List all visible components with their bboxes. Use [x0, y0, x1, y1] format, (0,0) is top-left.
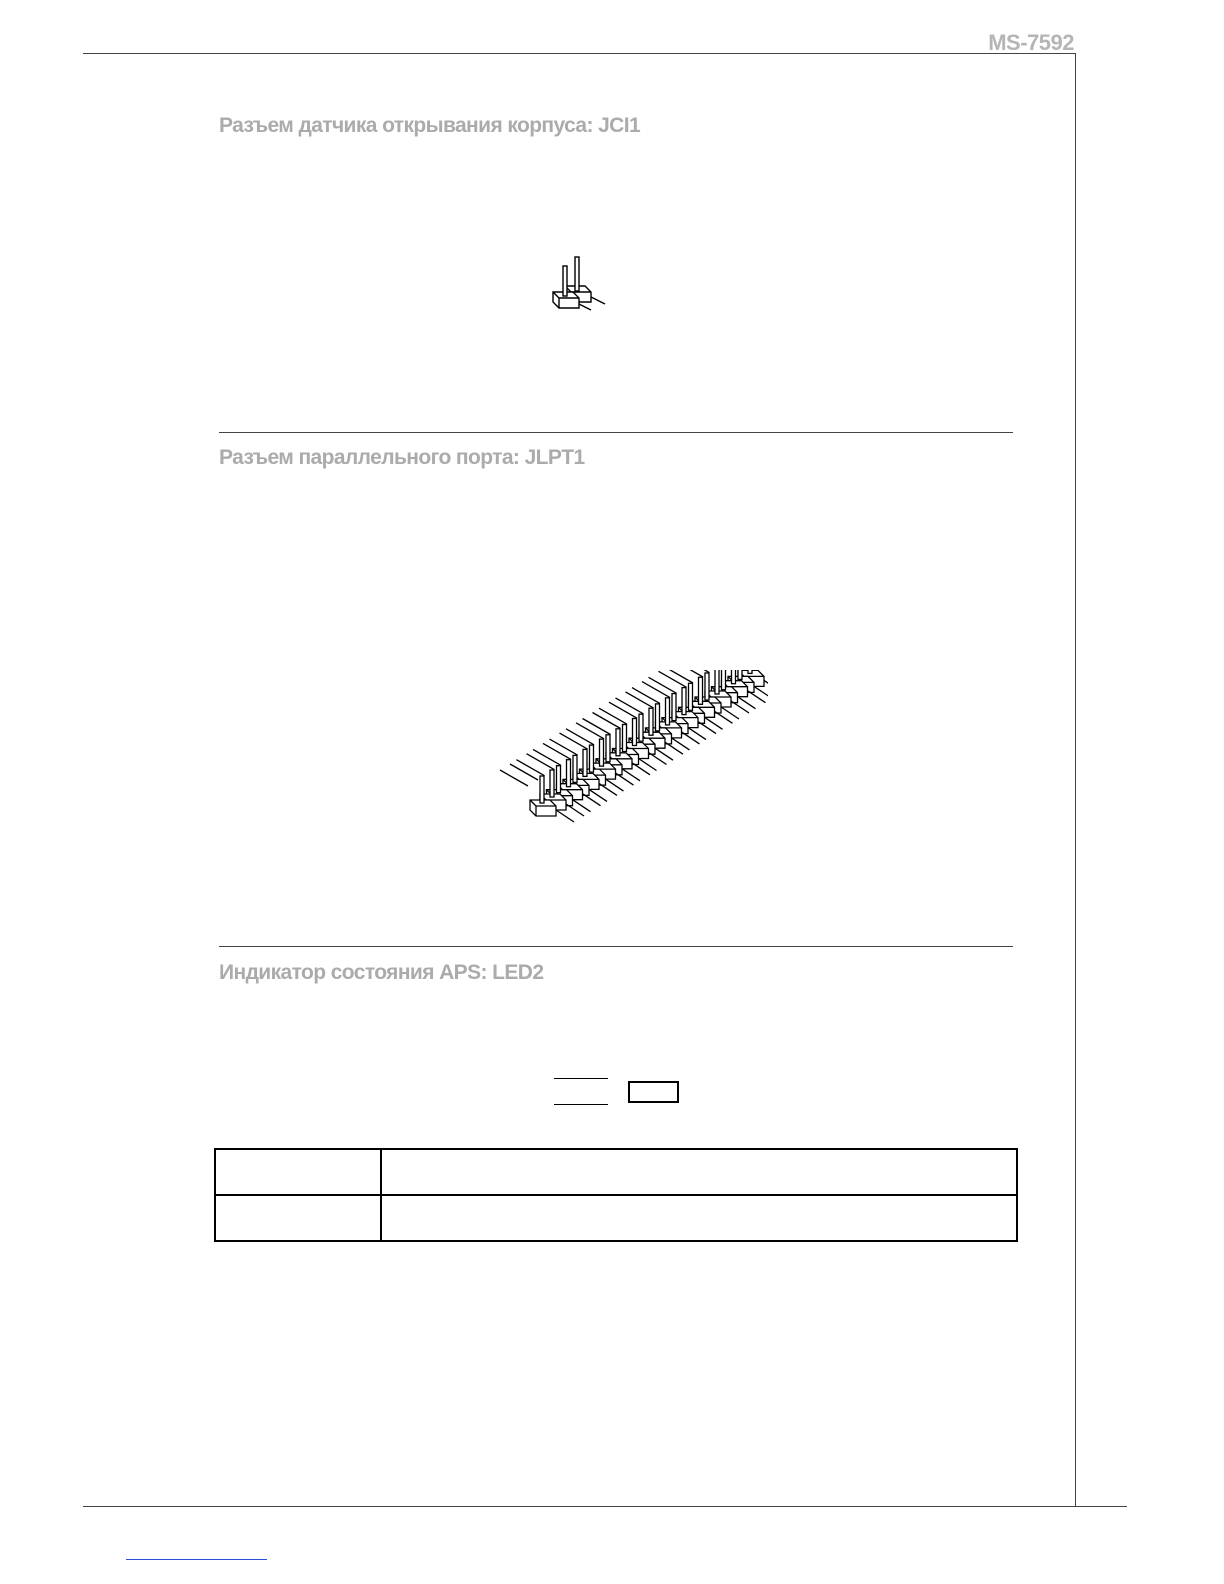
bottom-rule — [83, 1506, 1127, 1507]
pin-post — [672, 694, 676, 721]
pin-post — [583, 749, 587, 776]
pin-leader-line — [665, 670, 693, 683]
pin-post — [732, 670, 736, 684]
pin-post — [705, 673, 709, 700]
led-indicator-icon — [552, 1074, 682, 1106]
pin-post — [557, 766, 561, 793]
pin-post — [600, 739, 604, 766]
link-underline[interactable] — [126, 1559, 267, 1560]
section-title-led2: Индикатор состояния APS: LED2 — [219, 961, 544, 984]
pin-post — [623, 725, 627, 752]
pin-post — [689, 683, 693, 710]
right-border-rule — [1075, 53, 1076, 1506]
pin-post — [550, 770, 554, 797]
model-number: MS-7592 — [988, 30, 1074, 55]
table-cell — [215, 1149, 381, 1195]
table-cell — [381, 1149, 1017, 1195]
pin-post — [738, 670, 742, 679]
pin-post — [666, 698, 670, 725]
pin-post — [573, 755, 577, 782]
pin-post — [748, 670, 752, 673]
table-row — [215, 1195, 1017, 1241]
pin-post — [656, 704, 660, 731]
pin-post — [606, 735, 610, 762]
pin-post — [633, 719, 637, 746]
table-cell — [381, 1195, 1017, 1241]
section-divider — [219, 432, 1013, 433]
pin-post — [639, 714, 643, 741]
pin-post — [616, 729, 620, 756]
led-body — [628, 1081, 679, 1103]
section-title-jlpt1: Разъем параллельного порта: JLPT1 — [219, 446, 585, 469]
table-row — [215, 1149, 1017, 1195]
pin-foot-line — [556, 810, 574, 822]
two-pin-header-icon — [545, 252, 615, 322]
led-status-table — [214, 1148, 1018, 1242]
pin-post — [722, 670, 726, 690]
table-cell — [215, 1195, 381, 1241]
led-lead-line — [554, 1078, 608, 1079]
top-rule — [83, 53, 1076, 54]
pin-post — [699, 677, 703, 704]
pin-post — [590, 745, 594, 772]
pin-post — [715, 670, 719, 694]
pin-post — [540, 776, 544, 803]
parallel-port-header-icon — [498, 670, 768, 840]
pin-post — [649, 708, 653, 735]
section-title-jci1: Разъем датчика открывания корпуса: JCI1 — [219, 114, 641, 137]
pin-leader-line — [675, 670, 703, 677]
pin-post — [567, 760, 571, 787]
led-lead-line — [554, 1104, 608, 1105]
section-divider — [219, 946, 1013, 947]
pin-post — [682, 688, 686, 715]
